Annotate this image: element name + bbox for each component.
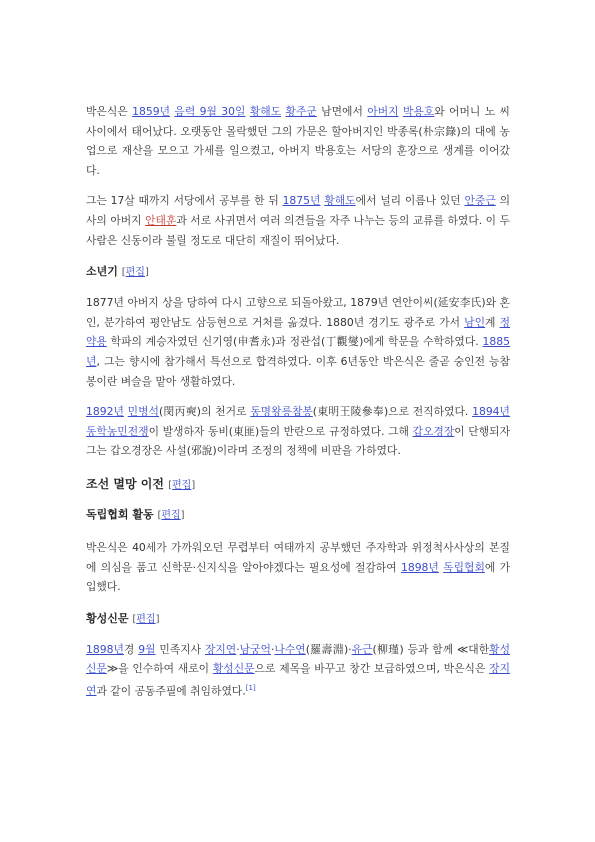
- article-body: [86, 102, 510, 701]
- text: 에서 널리 이름나 있던: [355, 194, 465, 208]
- paragraph-youth: [86, 293, 510, 391]
- link-ahn-taehun[interactable]: 안태훈: [145, 213, 177, 227]
- heading-text: 조선 멸망 이전: [86, 476, 164, 491]
- link-jang-jiyeon[interactable]: 장지연: [204, 642, 237, 656]
- link-gabo-reform[interactable]: 갑오경장: [412, 424, 455, 438]
- link-na-suyeon[interactable]: 나수연: [274, 642, 306, 656]
- text: , 그는 향시에 참가해서 특선으로 합격하였다. 이후 6년동안 박은식은 줄곧 숭인전 능참봉이란 벼슬을 맡아 생활하였다.: [86, 354, 510, 388]
- edit-link[interactable]: 편집: [161, 509, 181, 521]
- section-heading-hwangseong: [86, 611, 510, 628]
- text: (東明王陵參奉)으로 전직하였다.: [312, 405, 473, 419]
- text: 에 가입했다.: [86, 560, 511, 594]
- link-hwangju[interactable]: 황주군: [285, 105, 317, 118]
- text: ≫을 인수하여 새로이: [106, 662, 213, 676]
- text: 그는 17살 때까지 서당에서 공부를 한 뒤: [86, 194, 283, 208]
- link-tomb-keeper[interactable]: 동명왕릉참봉: [250, 405, 313, 419]
- edit-link-wrapper: [편집]: [121, 267, 149, 279]
- text: 과 같이 공동주필에 취임하였다.: [96, 684, 246, 698]
- text: 박은식은: [86, 105, 133, 118]
- link-jeong-yakyong[interactable]: 정약용: [86, 315, 510, 349]
- link-1892[interactable]: 1892년: [86, 405, 124, 419]
- link-hwangseong-sinmun[interactable]: 황성신문: [212, 662, 255, 676]
- link-1898[interactable]: 1898년: [400, 560, 439, 574]
- edit-link[interactable]: 편집: [172, 479, 192, 491]
- link-september[interactable]: 9월: [138, 642, 156, 656]
- heading-text: 황성신문: [86, 611, 129, 625]
- edit-link-wrapper: [편집]: [132, 613, 160, 625]
- edit-link[interactable]: 편집: [136, 613, 156, 625]
- link-1875[interactable]: 1875년: [282, 194, 321, 208]
- paragraph-hwangseong: [86, 640, 510, 701]
- text: ·: [270, 642, 275, 656]
- text: 이 단행되자 그는 갑오경장은 사설(邪說)이라며 조정의 정책에 비판을 가하였다.: [86, 424, 510, 458]
- link-yu-geun[interactable]: 유근: [351, 642, 373, 656]
- text: 학파의 계승자였던 신기영(申耆永)과 정관섭(丁觀燮)에게 학문을 수학하였다.: [106, 335, 483, 349]
- text: (羅壽淵)·: [305, 642, 352, 656]
- section-heading-before-fall: [86, 475, 510, 495]
- link-park-yongho[interactable]: 박용호: [402, 105, 435, 118]
- link-1885[interactable]: 1885년: [86, 335, 510, 368]
- link-lunar-date[interactable]: 음력 9월 30일: [174, 105, 246, 118]
- text: (閔丙奭)의 천거로: [158, 405, 251, 419]
- link-ahn-junggeun[interactable]: 안중근: [464, 194, 496, 208]
- text: (柳瑾) 등과 함께 ≪대한: [372, 642, 490, 656]
- link-donghak-war[interactable]: 동학농민전쟁: [86, 424, 149, 438]
- text: 박은식은 40세가 가까워오던 무렵부터 여태까지 공부했던 주자학과 위정척사사상의 본질에 의심을 품고 신학문·신지식을 알아야겠다는 필요성에 절감하여: [86, 540, 510, 574]
- link-father[interactable]: 아버지: [367, 105, 399, 118]
- text: 과 서로 사귀면서 여러 의견들을 자주 나누는 등의 교류를 하였다. 이 두 사람은 신동이라 불릴 정도로 대단히 재질이 뛰어났다.: [86, 213, 511, 247]
- edit-link-wrapper: [편집]: [157, 509, 185, 521]
- text: 남면에서: [316, 105, 368, 118]
- text: ·: [236, 642, 240, 656]
- link-min-byeongseok[interactable]: 민병석: [127, 405, 159, 419]
- text: 으로 제목을 바꾸고 창간 보급하였으며, 박은식은: [254, 662, 490, 676]
- link-namgung-eok[interactable]: 남궁억: [239, 642, 271, 656]
- link-hwanghae[interactable]: 황해도: [249, 105, 282, 118]
- paragraph-study: [86, 191, 510, 250]
- paragraph-career: [86, 402, 510, 461]
- section-heading-independence-club: [86, 507, 510, 524]
- link-1894[interactable]: 1894년: [472, 405, 510, 419]
- text: 이 발생하자 동비(東匪)들의 반란으로 규정하였다. 그해: [148, 424, 413, 438]
- text: 의사의 아버지: [86, 194, 510, 227]
- text: 1877년 아버지 상을 당하여 다시 고향으로 되돌아왔고, 1879년 연안이씨(延安李氏)와 혼인, 분가하여 평안남도 삼등현으로 거처를 옮겼다. 1880년 경기도 광주로 가서: [86, 296, 510, 329]
- link-independence-club[interactable]: 독립협회: [443, 560, 485, 574]
- link-hwangseong-sinmun[interactable]: 황성신문: [86, 642, 510, 676]
- link-namin[interactable]: 남인: [464, 315, 485, 329]
- text: 민족지사: [155, 642, 205, 656]
- heading-text: 독립협회 활동: [86, 507, 154, 521]
- link-jang-jiyeon[interactable]: 장지연: [86, 662, 510, 698]
- edit-link-wrapper: [편집]: [168, 479, 196, 491]
- paragraph-independence-club: [86, 538, 510, 597]
- text: 와 어머니 노 씨 사이에서 태어났다. 오랫동안 몰락했던 그의 가문은 할아버지인 박종록(朴宗錄)의 대에 농업으로 재산을 모으고 가세를 일으켰고, 아버지 박용호는 서당의 훈장으로 생계를 이어갔다.: [86, 105, 510, 177]
- link-hwanghae[interactable]: 황해도: [324, 194, 356, 208]
- section-heading-youth: [86, 264, 510, 281]
- text: 경: [123, 642, 139, 656]
- paragraph-birth: [86, 102, 510, 180]
- link-1859[interactable]: 1859년: [132, 105, 171, 118]
- link-1898[interactable]: 1898년: [86, 642, 124, 656]
- reference-footnote[interactable]: [1]: [245, 683, 256, 692]
- text: 계: [485, 315, 500, 329]
- edit-link[interactable]: 편집: [125, 267, 145, 279]
- heading-text: 소년기: [86, 265, 118, 279]
